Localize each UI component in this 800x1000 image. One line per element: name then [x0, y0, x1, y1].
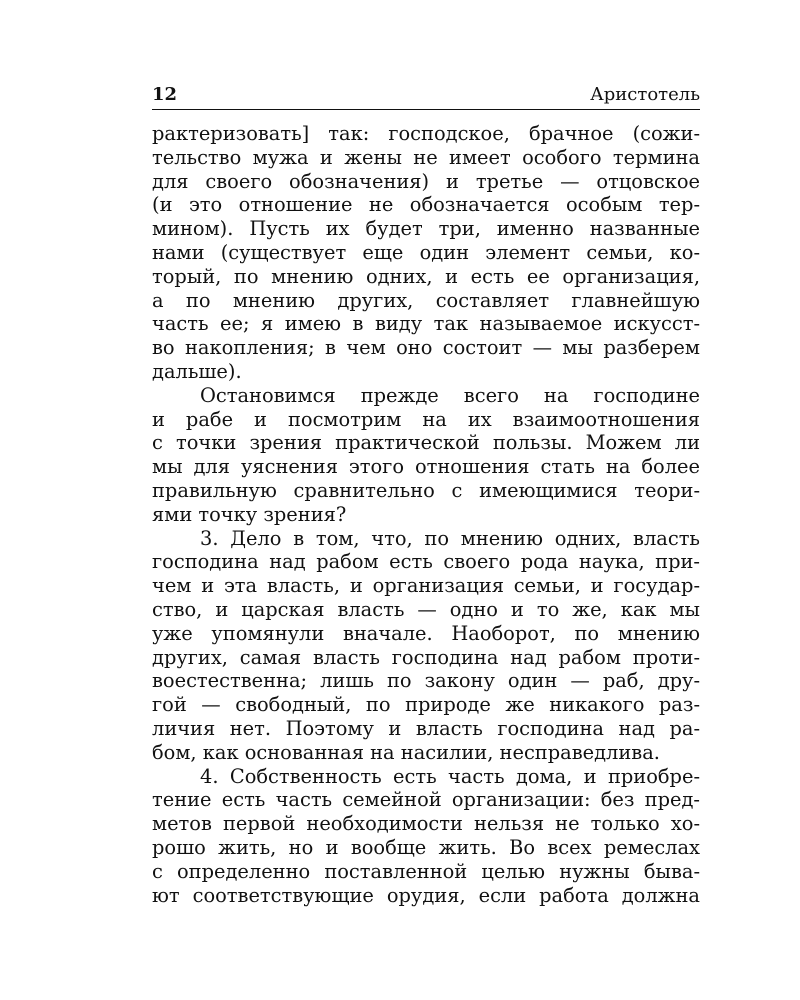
- text-line: чем и эта власть, и организация семьи, и государ-: [152, 574, 700, 598]
- text-line: мином). Пусть их будет три, именно названные: [152, 217, 700, 241]
- text-line: рактеризовать] так: господское, брачное (сожи-: [152, 122, 700, 145]
- page-number: 12: [152, 84, 178, 105]
- paragraph: [152, 122, 700, 384]
- text-line: торый, по мнению одних, и есть ее организация,: [152, 264, 700, 288]
- paragraph: [152, 384, 700, 527]
- text-line: бом, как основанная на насилии, несправедлива.: [152, 740, 660, 764]
- text-line: Остановимся прежде всего на господине: [200, 383, 700, 407]
- text-line: с точки зрения практической пользы. Можем ли: [152, 431, 700, 455]
- body-text: [152, 122, 700, 907]
- text-line: правильную сравнительно с имеющимися теори-: [152, 478, 700, 502]
- text-line: для своего обозначения) и третье — отцовское: [152, 169, 700, 193]
- text-line: 4. Собственность есть часть дома, и приобре-: [200, 764, 700, 788]
- text-line: личия нет. Поэтому и власть господина над ра-: [152, 716, 700, 740]
- text-line: рошо жить, но и вообще жить. Во всех ремеслах: [152, 835, 700, 859]
- text-line: ют соответствующие орудия, если работа должна: [152, 883, 700, 907]
- text-line: 3. Дело в том, что, по мнению одних, власть: [200, 526, 700, 550]
- text-line: ство, и царская власть — одно и то же, как мы: [152, 597, 700, 621]
- paragraph: [152, 527, 700, 765]
- text-line: дальше).: [152, 359, 242, 383]
- running-head: [152, 84, 700, 110]
- text-line: других, самая власть господина над рабом проти-: [152, 645, 700, 669]
- text-line: воестественна; лишь по закону один — раб, дру-: [152, 669, 700, 693]
- running-title: Аристотель: [590, 84, 700, 105]
- text-line: во накопления; в чем оно состоит — мы разберем: [152, 336, 700, 360]
- book-page: [152, 84, 700, 907]
- text-line: с определенно поставленной целью нужны быва-: [152, 859, 700, 883]
- text-line: мы для уяснения этого отношения стать на более: [152, 455, 700, 479]
- paragraph: [152, 765, 700, 908]
- text-line: господина над рабом есть своего рода наука, при-: [152, 550, 700, 574]
- text-line: гой — свободный, по природе же никакого раз-: [152, 693, 700, 717]
- text-line: нами (существует еще один элемент семьи, ко-: [152, 240, 700, 264]
- text-line: уже упомянули вначале. Наоборот, по мнению: [152, 621, 700, 645]
- text-line: часть ее; я имею в виду так называемое искусст-: [152, 312, 700, 336]
- text-line: тельство мужа и жены не имеет особого термина: [152, 145, 700, 169]
- text-line: ями точку зрения?: [152, 502, 347, 526]
- text-line: тение есть часть семейной организации: без пред-: [152, 788, 700, 812]
- text-line: а по мнению других, составляет главнейшую: [152, 288, 700, 312]
- text-line: и рабе и посмотрим на их взаимоотношения: [152, 407, 700, 431]
- text-line: (и это отношение не обозначается особым тер-: [152, 193, 700, 217]
- text-line: метов первой необходимости нельзя не только хо-: [152, 812, 700, 836]
